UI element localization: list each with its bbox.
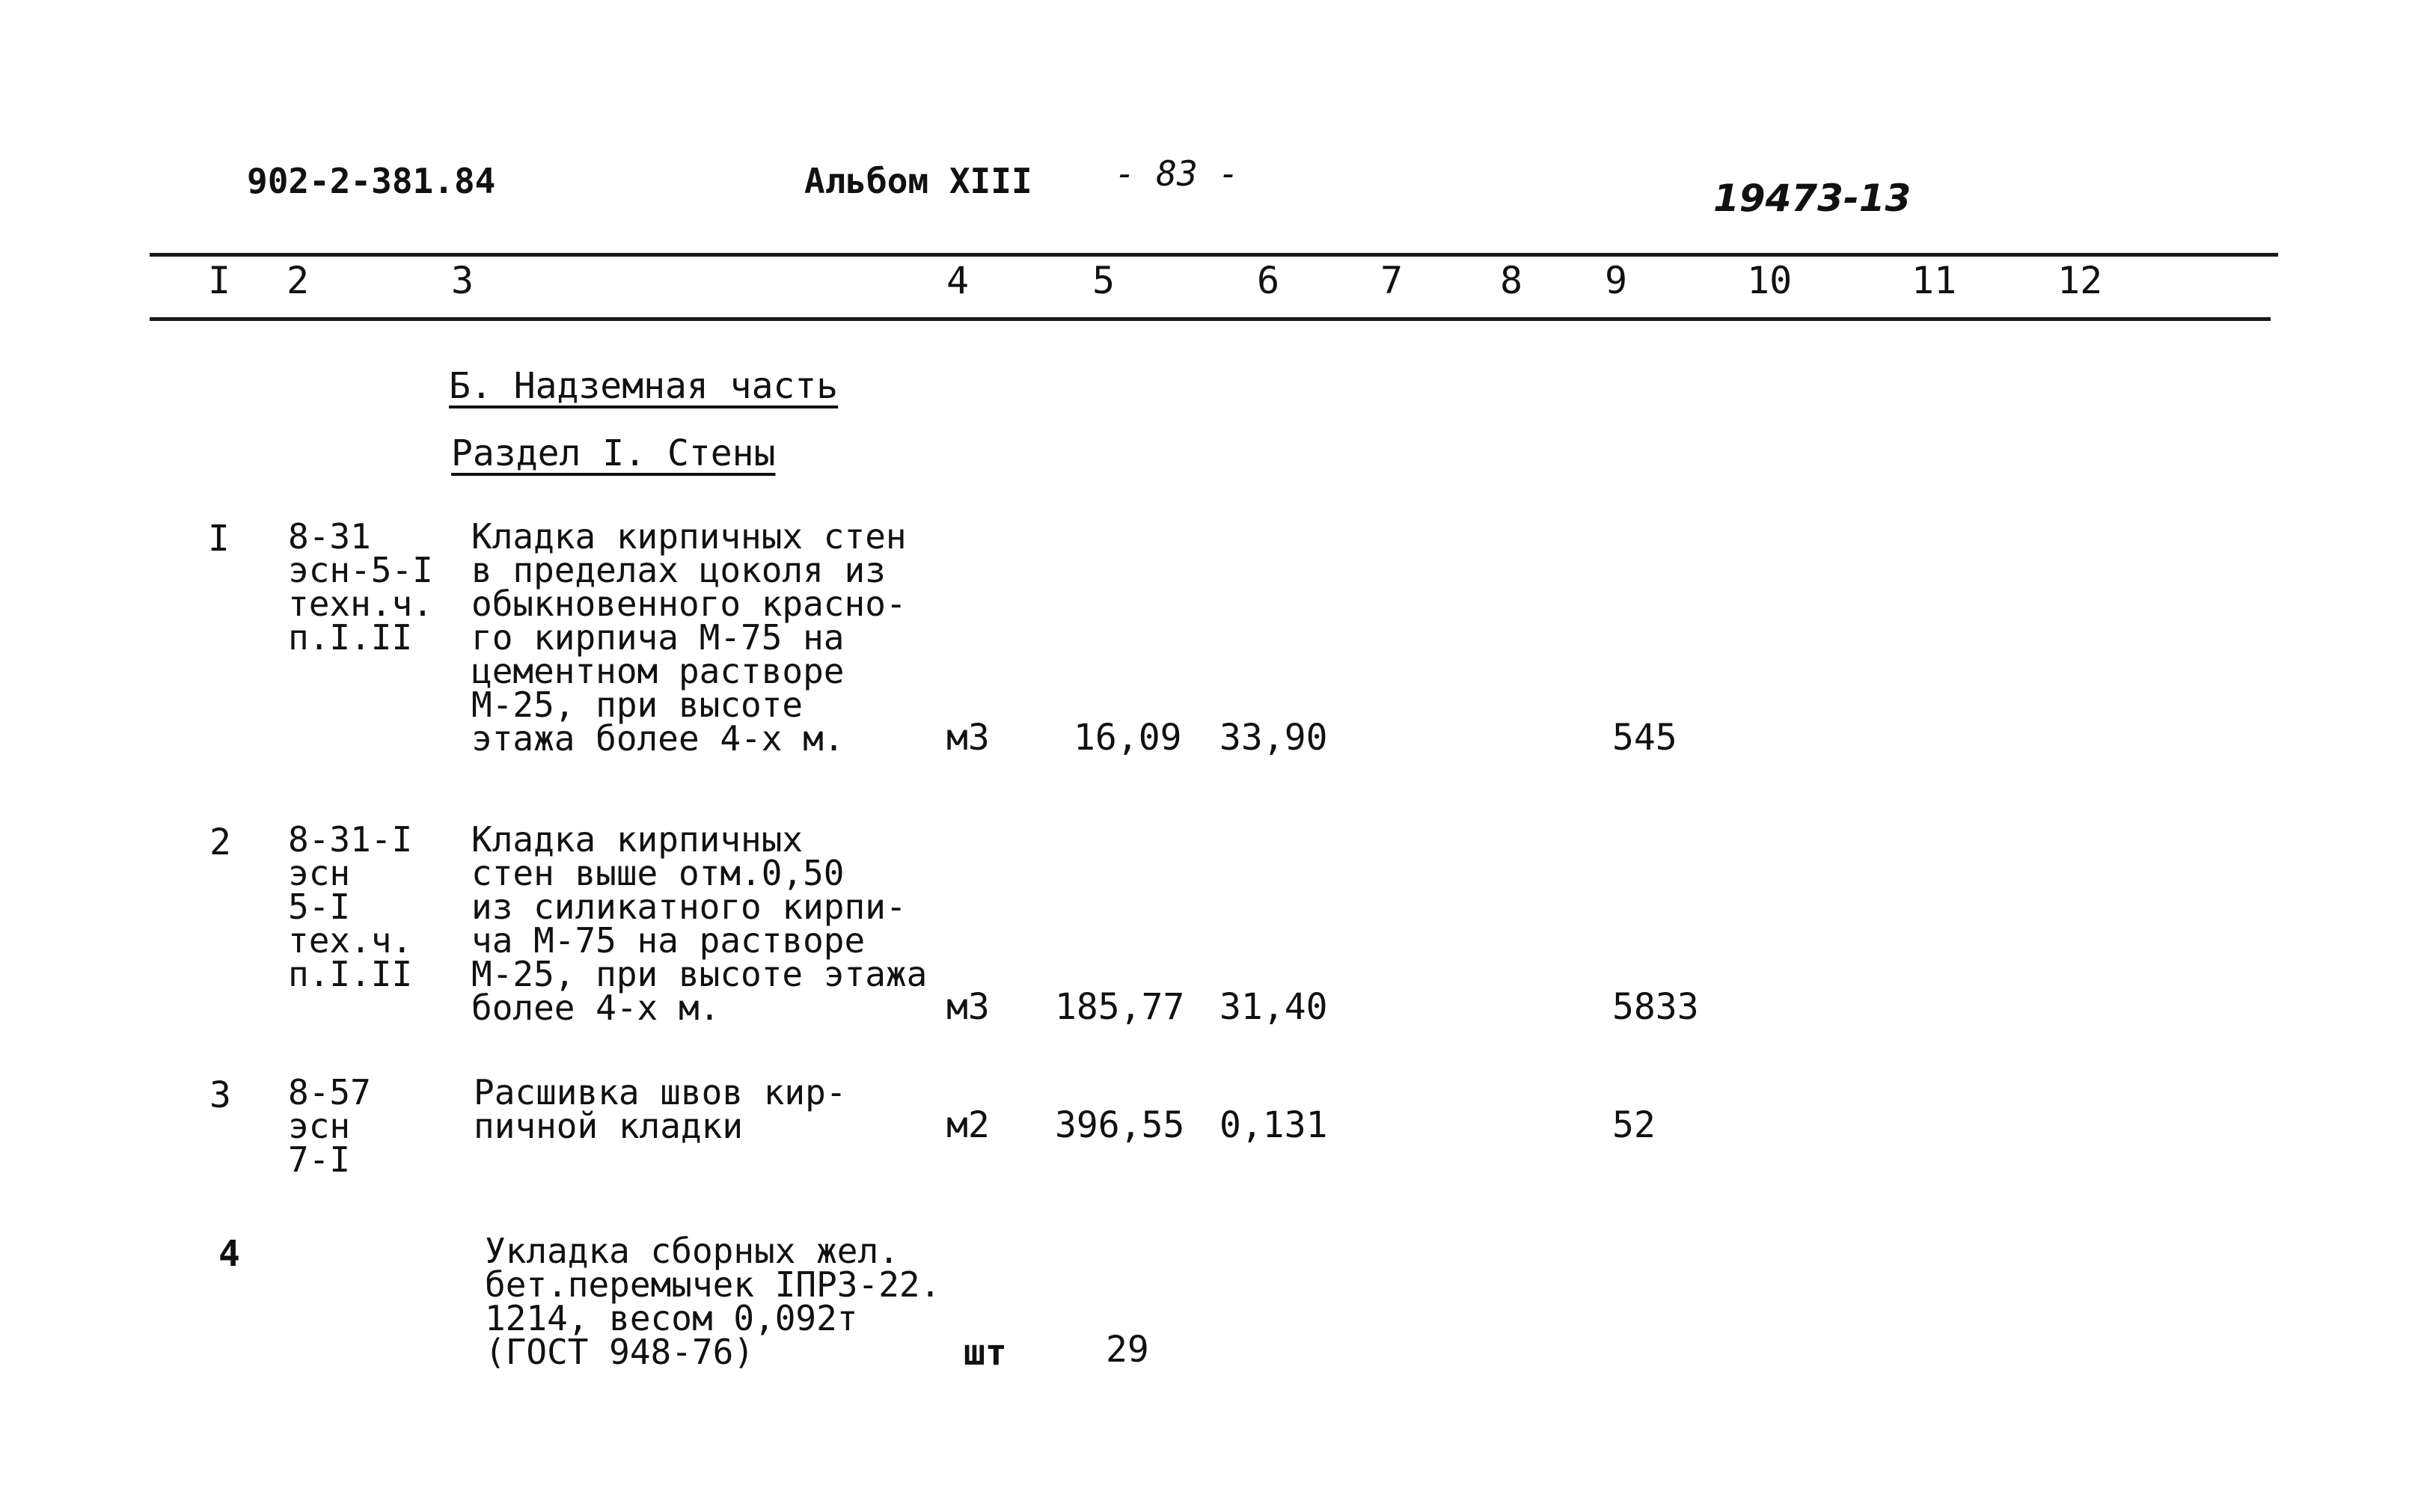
column-number-12: 12 <box>2057 259 2103 302</box>
row-4-number: 4 <box>218 1233 240 1275</box>
column-number-1: I <box>208 259 231 302</box>
row-4-description: Укладка сборных жел. бет.перемычек IПР3-22. 1214, весом 0,092т (ГОСТ 948-76) <box>485 1231 941 1372</box>
row-1-unit-price: 33,90 <box>1219 717 1328 759</box>
row-3-quantity: 396,55 <box>1055 1104 1185 1146</box>
row-3-unit: м2 <box>946 1104 990 1146</box>
document-code: 902-2-381.84 <box>247 161 496 201</box>
row-1-number: I <box>208 518 230 560</box>
section-subtitle: Раздел I. Стены <box>451 432 776 474</box>
row-3-unit-price: 0,131 <box>1219 1104 1328 1146</box>
column-number-10: 10 <box>1747 259 1793 302</box>
table-top-rule <box>150 253 2278 257</box>
table-header-rule <box>150 317 2271 321</box>
row-1-total: 545 <box>1612 717 1677 759</box>
row-1-description: Кладка кирпичных стен в пределах цоколя из обыкновенного красно- го кирпича М-75 на цементном растворе М-25, при высоте этажа более 4-х м. <box>471 516 907 759</box>
column-number-6: 6 <box>1257 259 1280 302</box>
album-label: Альбом XIII <box>804 161 1032 201</box>
row-3-description: Расшивка швов кир- пичной кладки <box>474 1072 847 1146</box>
row-3-total: 52 <box>1612 1104 1656 1146</box>
row-2-quantity: 185,77 <box>1055 986 1185 1028</box>
archive-number: 19473-13 <box>1713 177 1912 220</box>
column-number-4: 4 <box>946 259 970 302</box>
column-number-3: 3 <box>451 259 474 302</box>
row-1-code: 8-31 эсн-5-I техн.ч. п.I.II <box>288 516 433 658</box>
row-4-unit: шт <box>964 1332 1007 1374</box>
section-title: Б. Надземная часть <box>449 365 839 407</box>
column-number-8: 8 <box>1500 259 1523 302</box>
row-2-code: 8-31-I эсн 5-I тех.ч. п.I.II <box>288 819 413 994</box>
column-number-5: 5 <box>1092 259 1115 302</box>
column-number-9: 9 <box>1605 259 1628 302</box>
row-1-quantity: 16,09 <box>1074 717 1182 759</box>
row-3-number: 3 <box>209 1074 231 1116</box>
row-4-quantity: 29 <box>1106 1329 1149 1371</box>
row-2-total: 5833 <box>1612 986 1699 1028</box>
row-2-number: 2 <box>209 821 231 863</box>
column-number-2: 2 <box>287 259 310 302</box>
row-2-unit-price: 31,40 <box>1219 986 1328 1028</box>
row-2-unit: м3 <box>946 986 990 1028</box>
row-3-code: 8-57 эсн 7-I <box>288 1072 371 1180</box>
row-2-description: Кладка кирпичных стен выше отм.0,50 из силикатного кирпи- ча М-75 на растворе М-25, при высоте этажа более 4-х м. <box>471 819 928 1028</box>
page-number: - 83 - <box>1115 153 1240 194</box>
column-number-11: 11 <box>1912 259 1957 302</box>
row-1-unit: м3 <box>946 717 990 759</box>
column-number-7: 7 <box>1380 259 1404 302</box>
